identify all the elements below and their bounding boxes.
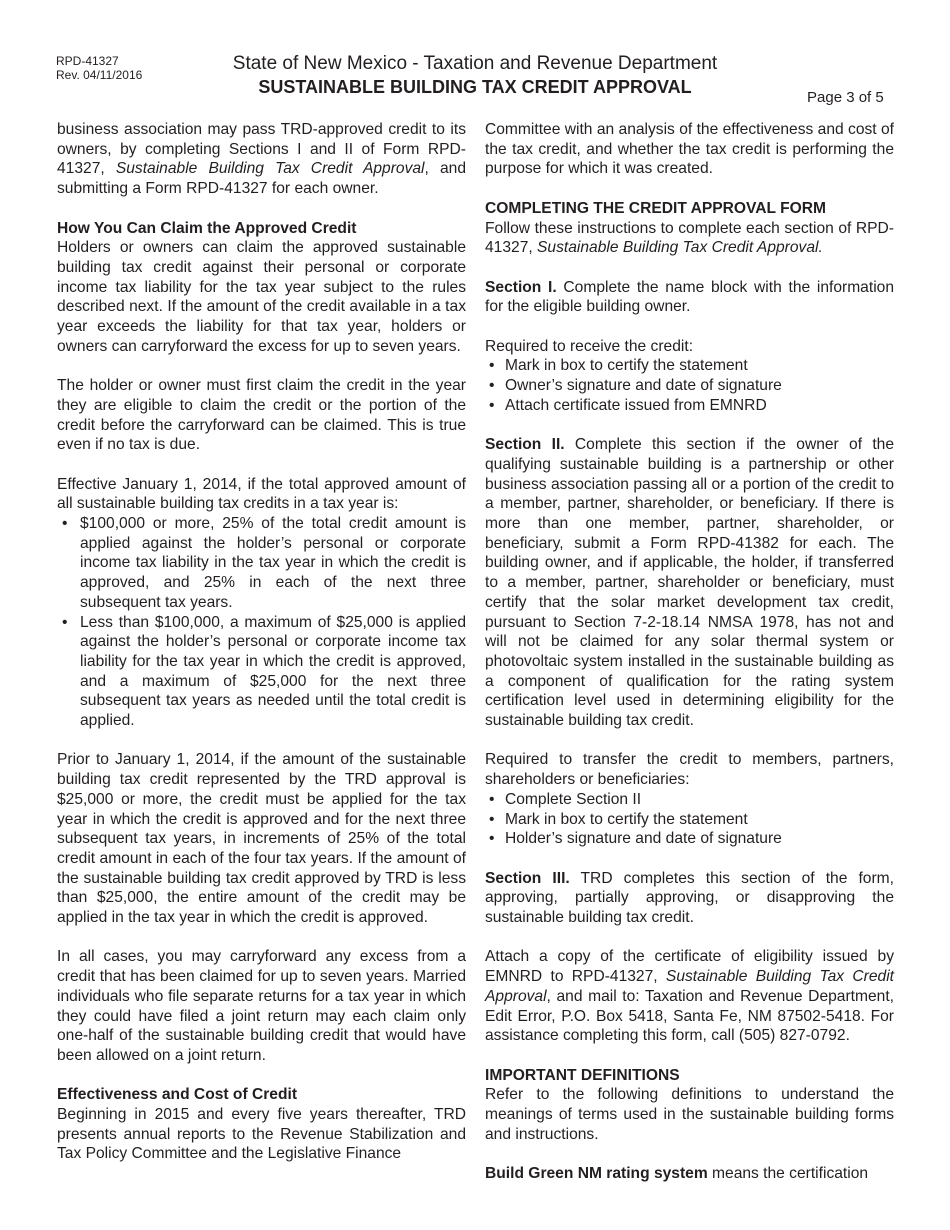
list-item: • Less than $100,000, a maximum of $25,000 is applied against the holder’s personal or corporate income tax liability for the tax year in which the credit is approved, and a maximum of $25,000 for the next three subsequent tax years as needed until the total credit is applied.	[57, 613, 466, 731]
effective-paragraph: Effective January 1, 2014, if the total approved amount of all sustainable building tax credits in a tax year is:	[57, 475, 466, 513]
receive-requirements-list	[485, 356, 894, 415]
effectiveness-paragraph: Beginning in 2015 and every five years thereafter, TRD presents annual reports to the Revenue Stabilization and Tax Policy Committee and the Legislative Finance	[57, 1106, 466, 1163]
committee-paragraph: Committee with an analysis of the effectiveness and cost of the tax credit, and whether the tax credit is performing the purpose for which it was created.	[485, 121, 894, 178]
list-item: • Owner’s signature and date of signature	[485, 376, 894, 396]
first-claim-paragraph: The holder or owner must first claim the credit in the year they are eligible to claim the credit or the portion of the credit before the carryforward can be claimed. This is true even if no tax is due.	[57, 377, 466, 454]
claim-paragraph: Holders or owners can claim the approved sustainable building tax credit against their personal or corporate income tax liability for the tax year subject to the rules described next. If the amount of the credit available in a tax year exceeds the liability for that tax year, holders or owners can carryforward the excess for up to seven years.	[57, 239, 466, 355]
attach-paragraph: Attach a copy of the certificate of eligibility issued by EMNRD to RPD-41327, Sustainable Building Tax Credit Approval, and mail to: Taxation and Revenue Department, Edit Error, P.O. Box 5418, Santa Fe, NM 87502-5418. For assistance completing this form, call (505) 827-0792.	[485, 948, 894, 1045]
list-item: • Holder’s signature and date of signature	[485, 829, 894, 849]
list-item: • Complete Section II	[485, 790, 894, 810]
form-title: SUSTAINABLE BUILDING TAX CREDIT APPROVAL	[258, 77, 692, 97]
definitions-heading: IMPORTANT DEFINITIONS	[485, 1066, 680, 1084]
list-item: • Mark in box to certify the statement	[485, 810, 894, 830]
page-number: Page 3 of 5	[807, 89, 884, 106]
transfer-requirements-label: Required to transfer the credit to members, partners, shareholders or beneficiaries:	[485, 751, 894, 789]
claim-heading: How You Can Claim the Approved Credit	[57, 219, 357, 237]
section-1-paragraph: Section I. Complete the name block with the information for the eligible building owner.	[485, 278, 895, 316]
completing-heading: COMPLETING THE CREDIT APPROVAL FORM	[485, 199, 827, 217]
follow-paragraph: Follow these instructions to complete each section of RPD-41327, Sustainable Building Tax Credit Approval.	[485, 219, 894, 257]
receive-requirements-label: Required to receive the credit:	[485, 337, 694, 355]
left-column	[57, 120, 466, 1164]
section-3-paragraph: Section III. TRD completes this section of the form, approving, partially approving, or disapproving the sustainable building tax credit.	[485, 869, 894, 927]
agency-name: State of New Mexico - Taxation and Revenue Department	[232, 53, 718, 74]
definition-build-green: Build Green NM rating system means the certification	[485, 1165, 869, 1183]
effectiveness-heading: Effectiveness and Cost of Credit	[57, 1086, 298, 1104]
section-2-paragraph: Section II. Complete this section if the owner of the qualifying sustainable building is a partnership or other business association passing all or a portion of the credit to a member, partner, shareholder, or beneficiary. If there is more than one member, partner, shareholder, or beneficiary, submit a Form RPD-41382 for each. The building owner, and if applicable, the holder, if transferred to a member, partner, shareholder or beneficiary, must certify that the solar market development tax credit, pursuant to Section 7-2-18.14 NMSA 1978, has not and will not be claimed for any solar thermal system or photovoltaic system installed in the sustainable building as a component of qualification for the rating system certification level used in determining eligibility for the sustainable building tax credit.	[485, 436, 895, 730]
prior-paragraph: Prior to January 1, 2014, if the amount of the sustainable building tax credit represented by the TRD approval is $25,000 or more, the credit must be applied for the tax year in which the credit is approved and for the next three subsequent tax years, in increments of 25% of the total credit amount in each of the four tax years. If the amount of the sustainable building tax credit approved by TRD is less than $25,000, the entire amount of the credit may be applied in the tax year in which the credit is approved.	[57, 751, 466, 927]
list-item: • Mark in box to certify the statement	[485, 356, 894, 376]
form-revision: Rev. 04/11/2016	[56, 68, 143, 82]
effective-bullet-list	[57, 514, 466, 731]
list-item: • Attach certificate issued from EMNRD	[485, 396, 894, 416]
definitions-paragraph: Refer to the following definitions to understand the meanings of terms used in the sustainable building forms and instructions.	[485, 1086, 894, 1143]
right-column	[485, 120, 894, 1184]
all-cases-paragraph: In all cases, you may carryforward any excess from a credit that has been claimed for up to seven years. Married individuals who file separate returns for a tax year in which they could have filed a joint return may each claim only one-half of the sustainable building credit that would have been allowed on a joint return.	[57, 948, 466, 1064]
transfer-requirements-list	[485, 790, 894, 849]
form-number: RPD-41327	[56, 54, 119, 68]
list-item: • $100,000 or more, 25% of the total credit amount is applied against the holder’s personal or corporate income tax liability in the tax year in which the credit is approved, and 25% in each of the next three subsequent tax years.	[57, 514, 466, 613]
intro-paragraph: business association may pass TRD-approved credit to its owners, by completing Sections I and II of Form RPD-41327, Sustainable Building Tax Credit Approval, and submitting a Form RPD-41327 for each owner.	[57, 121, 467, 198]
